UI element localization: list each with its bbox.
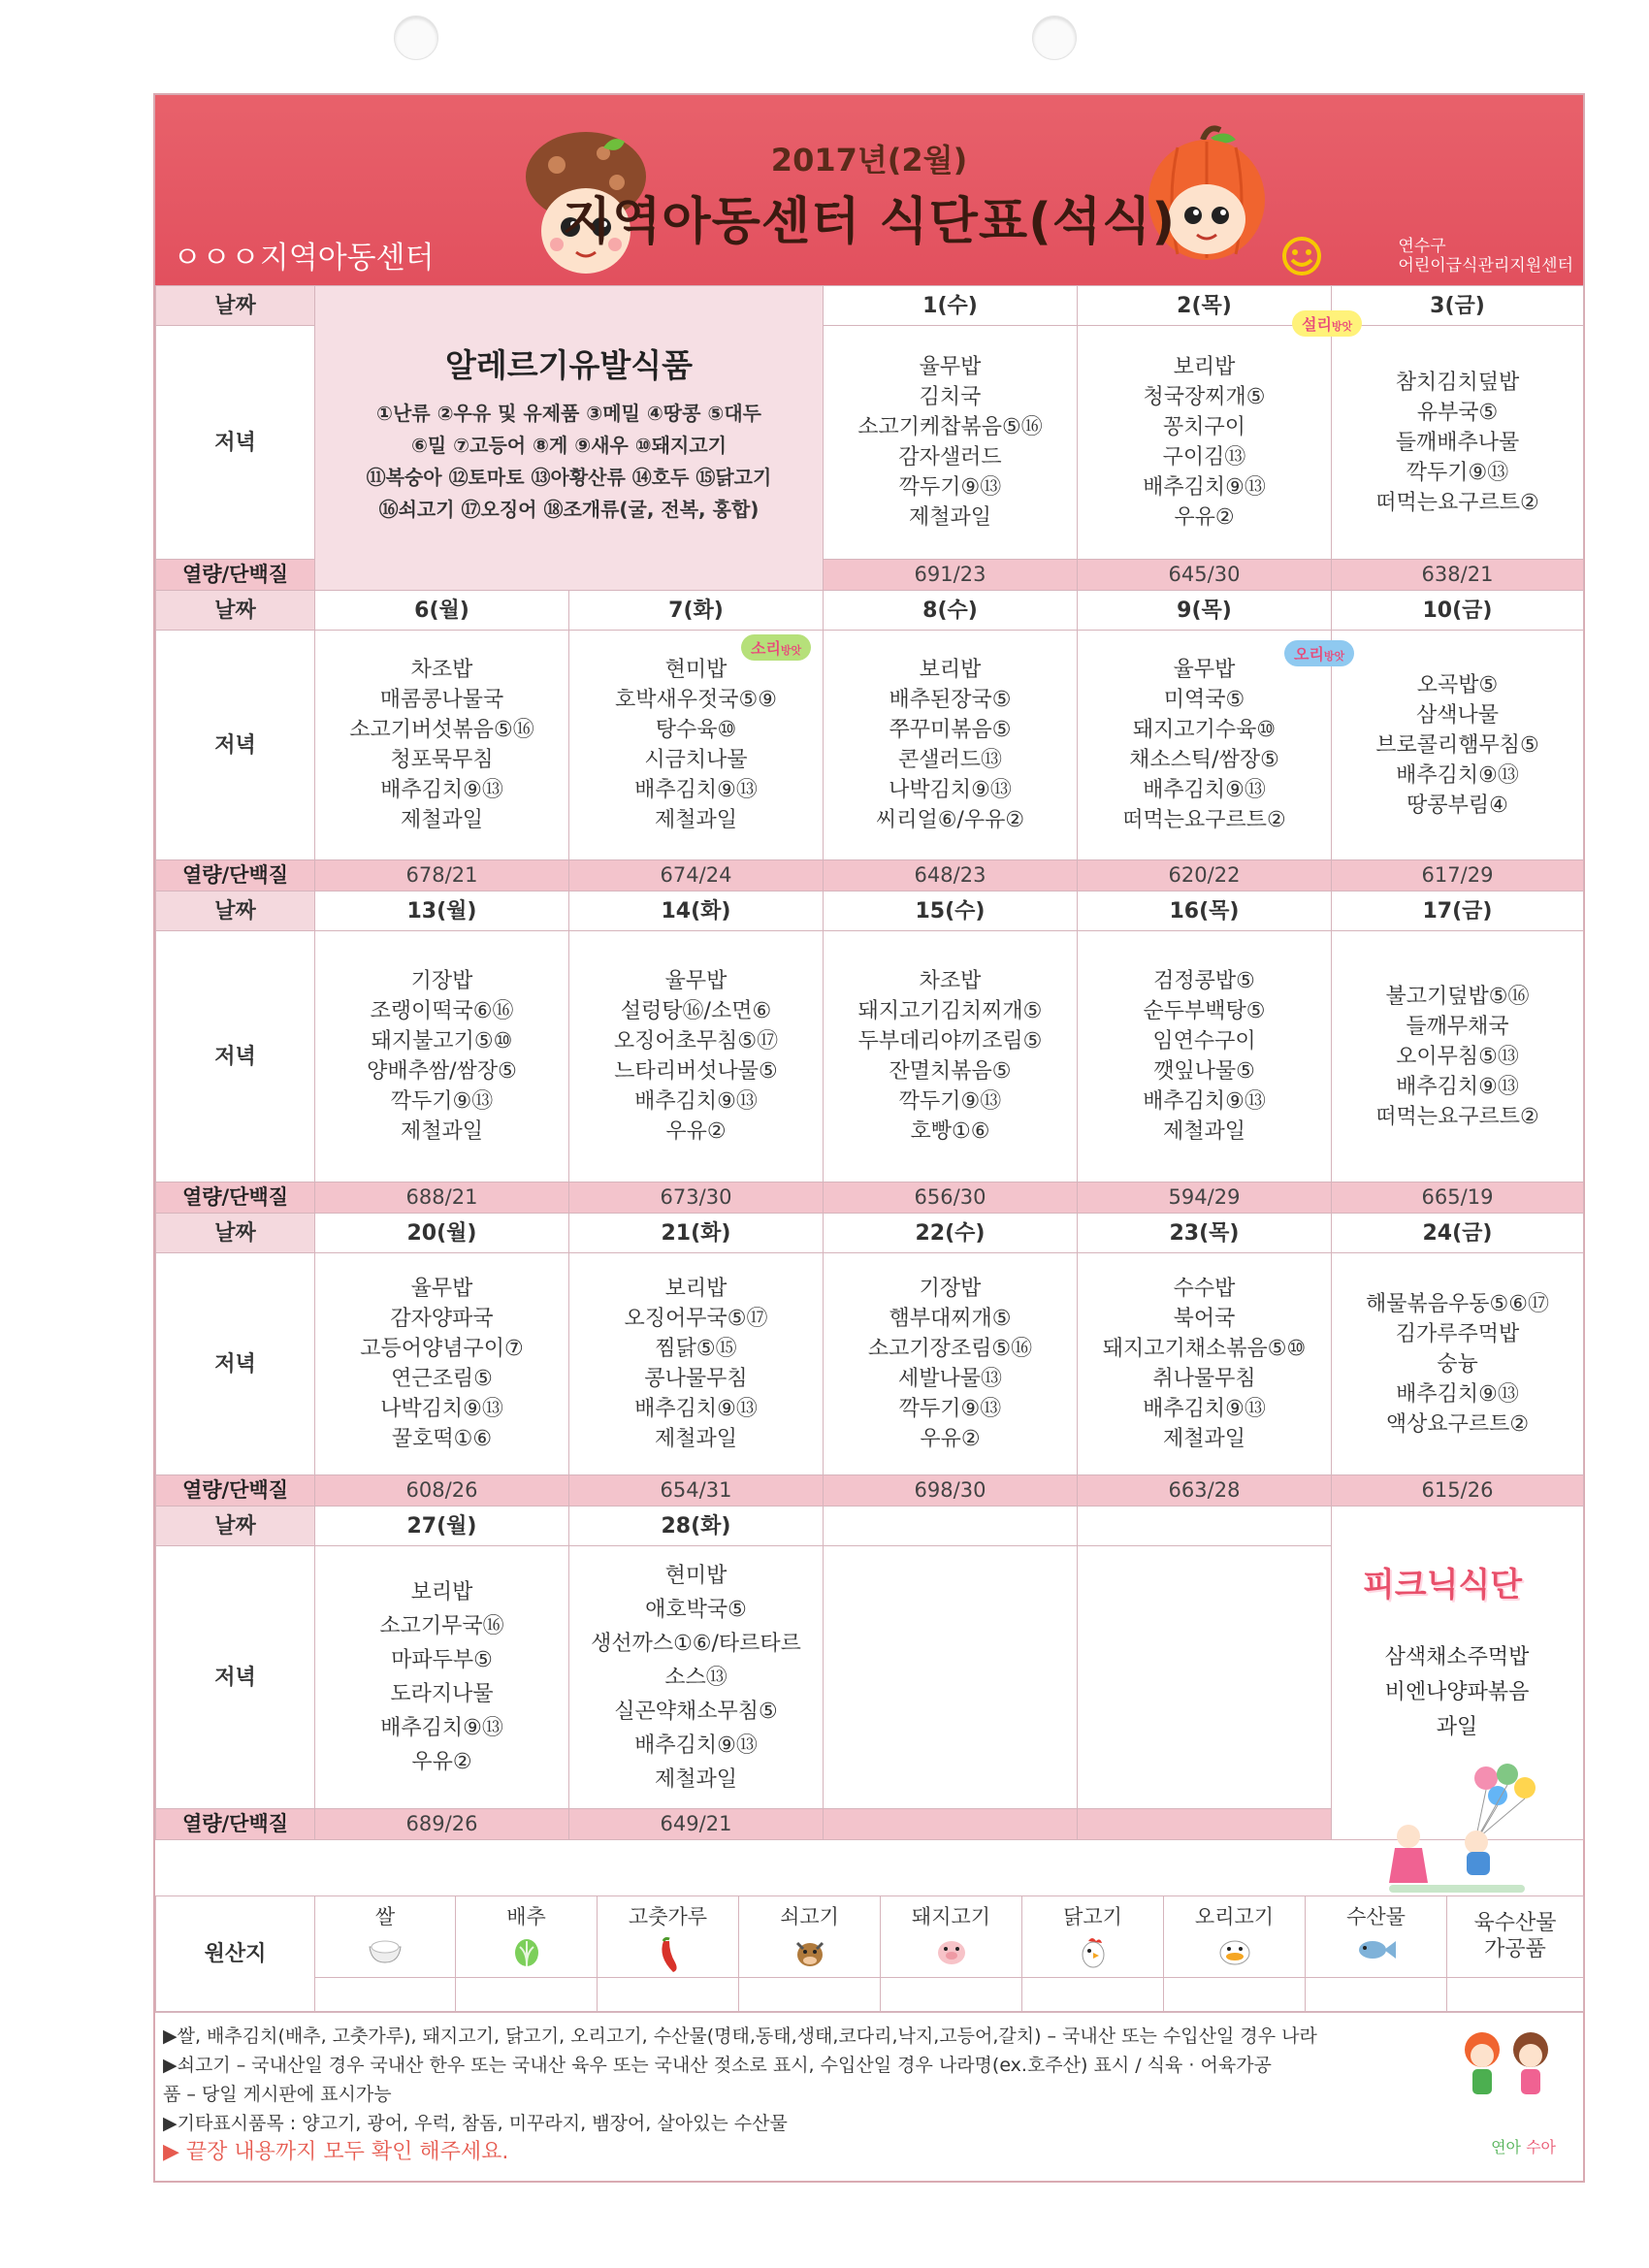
empty-date-cell	[1078, 1507, 1332, 1546]
header-banner	[155, 95, 1583, 285]
dish: 깍두기⑨⑬	[1406, 460, 1509, 485]
dish: 깍두기⑨⑬	[898, 1397, 1002, 1421]
dish: 매콤콩나물국	[379, 688, 504, 712]
calorie-label: 열량/단백질	[156, 1809, 315, 1840]
dish: 미역국⑤	[1163, 688, 1245, 712]
date-row	[156, 1507, 1584, 1546]
seolli-badge	[1292, 310, 1362, 337]
menu-row	[156, 631, 1584, 860]
mascot-left-name: 연아	[1491, 2138, 1521, 2156]
dish: 실곤약채소무침⑤	[614, 1699, 778, 1724]
pig-icon	[933, 1935, 970, 1966]
calorie-cell-empty	[1078, 1809, 1332, 1840]
menu-row	[156, 1253, 1584, 1475]
origin-row	[156, 1896, 1584, 1978]
dish: 율무밥	[1173, 658, 1236, 682]
empty-menu-cell	[824, 1546, 1078, 1809]
dish: 도라지나물	[390, 1682, 494, 1706]
dish: 오곡밥⑤	[1416, 672, 1499, 697]
badge-label: 설리	[1302, 315, 1332, 334]
dish: 떠먹는요구르트②	[1375, 490, 1539, 515]
menu-row	[156, 931, 1584, 1183]
org-line1: 연수구	[1398, 237, 1446, 256]
org-name	[1398, 237, 1573, 275]
dish: 들깨배추나물	[1395, 430, 1520, 455]
balloon-kids-icon	[1370, 1759, 1544, 1904]
date-cell: 28(화)	[569, 1507, 824, 1546]
org-line2: 어린이급식관리지원센터	[1398, 256, 1573, 275]
dinner-label: 저녁	[156, 631, 315, 860]
dish: 우유②	[1174, 505, 1235, 530]
allergy-title: 알레르기유발식품	[444, 346, 694, 384]
dish: 감자양파국	[390, 1307, 494, 1331]
note-line: ▶쇠고기 – 국내산일 경우 국내산 한우 또는 국내산 육우 또는 국내산 젖소로 표시, 수입산일 경우 나라명(ex.호주산) 표시 / 식육 · 어육가공	[163, 2055, 1272, 2076]
dish: 차조밥	[410, 658, 473, 682]
dish: 북어국	[1173, 1307, 1236, 1331]
dish: 들깨무채국	[1406, 1014, 1509, 1039]
dish: 보리밥	[664, 1277, 728, 1301]
menu-cell	[824, 631, 1078, 860]
dinner-label: 저녁	[156, 1546, 315, 1809]
date-label: 날짜	[156, 1507, 315, 1546]
calorie-cell: 654/31	[569, 1475, 824, 1507]
sori-badge	[741, 634, 811, 661]
origin-item	[598, 1896, 739, 1978]
origin-value	[598, 1977, 739, 2011]
dish: 쭈꾸미볶음⑤	[889, 718, 1012, 742]
duck-icon	[1215, 1935, 1254, 1966]
dish: 설렁탕⑯/소면⑥	[620, 999, 772, 1023]
dish: 깍두기⑨⑬	[898, 475, 1002, 500]
origin-item-label: 고춧가루	[628, 1905, 708, 1928]
dish: 보리밥	[1173, 355, 1236, 379]
calorie-cell: 665/19	[1332, 1183, 1584, 1214]
origin-value	[881, 1977, 1022, 2011]
dish: 돼지불고기⑤⑩	[371, 1029, 513, 1053]
calorie-cell: 689/26	[315, 1809, 569, 1840]
dish: 유부국⑤	[1416, 400, 1499, 425]
dish: 꿀호떡①⑥	[391, 1427, 493, 1451]
calorie-cell: 648/23	[824, 860, 1078, 891]
origin-item	[1164, 1896, 1306, 1978]
calorie-label: 열량/단백질	[156, 1183, 315, 1214]
dish: 돼지고기수육⑩	[1132, 718, 1277, 742]
date-row	[156, 1214, 1584, 1253]
dish: 율무밥	[410, 1277, 473, 1301]
date-cell: 22(수)	[824, 1214, 1078, 1253]
allergy-line: ⑥밀 ⑦고등어 ⑧게 ⑨새우 ⑩돼지고기	[410, 434, 728, 457]
dish: 콘샐러드⑬	[897, 748, 1002, 772]
menu-cell	[569, 631, 824, 860]
menu-cell	[315, 931, 569, 1183]
menu-cell	[315, 631, 569, 860]
menu-cell	[1078, 931, 1332, 1183]
binder-hole-right	[1032, 16, 1077, 60]
menu-cell	[1078, 1253, 1332, 1475]
date-label: 날짜	[156, 591, 315, 631]
calorie-cell: 594/29	[1078, 1183, 1332, 1214]
smile-logo-icon	[1280, 237, 1323, 275]
dish: 제철과일	[1162, 1119, 1245, 1144]
origin-value	[1022, 1977, 1164, 2011]
origin-value-row	[156, 1977, 1584, 2011]
dish: 삼색채소주먹밥	[1384, 1645, 1530, 1669]
origin-item	[881, 1896, 1022, 1978]
dish: 배추김치⑨⑬	[380, 778, 503, 802]
dish: 구이김⑬	[1162, 445, 1246, 470]
fish-icon	[1355, 1935, 1398, 1964]
dish: 소고기장조림⑤⑯	[867, 1337, 1033, 1361]
dish: 제철과일	[400, 808, 483, 832]
date-cell: 10(금)	[1332, 591, 1584, 631]
note-warning: ▶ 끝장 내용까지 모두 확인 해주세요.	[163, 2140, 509, 2164]
dish: 깍두기⑨⑬	[390, 1089, 494, 1114]
origin-table	[155, 1895, 1584, 2012]
dish: 청포묵무침	[390, 748, 494, 772]
dish: 기장밥	[919, 1277, 982, 1301]
dish: 채소스틱/쌈장⑤	[1129, 748, 1279, 772]
origin-item	[1022, 1896, 1164, 1978]
dish: 제철과일	[1162, 1427, 1245, 1451]
dish: 순두부백탕⑤	[1143, 999, 1266, 1023]
dish: 씨리얼⑥/우유②	[875, 808, 1025, 832]
dish: 제철과일	[654, 1766, 737, 1792]
origin-value	[739, 1977, 881, 2011]
dish: 배추김치⑨⑬	[634, 1733, 758, 1758]
dish: 율무밥	[664, 969, 728, 993]
dish: 조랭이떡국⑥⑯	[370, 999, 514, 1023]
menu-cell	[1332, 631, 1584, 860]
date-label: 날짜	[156, 891, 315, 931]
date-cell: 23(목)	[1078, 1214, 1332, 1253]
date-cell: 2(목)	[1078, 286, 1332, 326]
calorie-cell: 688/21	[315, 1183, 569, 1214]
dish: 우유②	[920, 1427, 981, 1451]
ori-badge	[1284, 640, 1354, 666]
calorie-cell: 691/23	[824, 560, 1078, 591]
origin-item	[1306, 1896, 1447, 1978]
dish: 배추김치⑨⑬	[1396, 1074, 1519, 1099]
date-cell: 20(월)	[315, 1214, 569, 1253]
date-cell: 27(월)	[315, 1507, 569, 1546]
dish: 수수밥	[1173, 1277, 1236, 1301]
allergy-line: ⑯쇠고기 ⑰오징어 ⑱조개류(굴, 전복, 홍합)	[378, 498, 760, 521]
dish: 고등어양념구이⑦	[360, 1337, 524, 1361]
dish: 세발나물⑬	[897, 1367, 1002, 1391]
date-label: 날짜	[156, 1214, 315, 1253]
picnic-menu	[1331, 1558, 1583, 1904]
date-cell: 6(월)	[315, 591, 569, 631]
dish: 배추김치⑨⑬	[634, 1089, 758, 1114]
origin-item-label: 쌀	[374, 1905, 396, 1928]
empty-date-cell	[824, 1507, 1078, 1546]
dish: 숭늉	[1437, 1351, 1478, 1377]
dish: 취나물무침	[1152, 1367, 1256, 1391]
calorie-cell: 678/21	[315, 860, 569, 891]
rice-bowl-icon	[366, 1935, 404, 1964]
dish: 현미밥	[664, 658, 728, 682]
calorie-label: 열량/단백질	[156, 560, 315, 591]
date-cell: 9(목)	[1078, 591, 1332, 631]
menu-cell	[1332, 1253, 1584, 1475]
calorie-cell: 620/22	[1078, 860, 1332, 891]
origin-item	[1447, 1896, 1584, 1978]
dish: 제철과일	[400, 1119, 483, 1144]
dish: 호빵①⑥	[910, 1119, 990, 1144]
calorie-row	[156, 860, 1584, 891]
date-row	[156, 286, 1584, 326]
origin-value	[1447, 1977, 1584, 2011]
dish: 햄부대찌개⑤	[889, 1307, 1012, 1331]
dish: 보리밥	[919, 658, 982, 682]
origin-value	[1164, 1977, 1306, 2011]
menu-cell	[569, 1546, 824, 1809]
origin-item-label: 닭고기	[1063, 1905, 1122, 1928]
calorie-cell: 617/29	[1332, 860, 1584, 891]
origin-item-label: 배추	[506, 1905, 546, 1928]
dish: 배추김치⑨⑬	[1143, 475, 1266, 500]
mascot-right-name: 수아	[1526, 2138, 1556, 2156]
dish: 현미밥	[664, 1563, 728, 1588]
dish: 땅콩부림④	[1406, 793, 1508, 818]
dish: 배추김치⑨⑬	[634, 778, 758, 802]
dinner-label: 저녁	[156, 1253, 315, 1475]
date-cell: 16(목)	[1078, 891, 1332, 931]
calorie-cell-empty	[824, 1809, 1078, 1840]
dish: 브로콜리햄무침⑤	[1375, 732, 1539, 758]
dish: 나박김치⑨⑬	[380, 1397, 503, 1421]
dish: 소고기무국⑯	[379, 1614, 504, 1638]
origin-item-label: 쇠고기	[780, 1905, 839, 1928]
origin-item-label: 육수산물 가공품	[1473, 1911, 1557, 1962]
menu-cell	[315, 1253, 569, 1475]
dish: 연근조림⑤	[391, 1367, 493, 1391]
date-cell: 8(수)	[824, 591, 1078, 631]
cow-icon	[792, 1935, 828, 1968]
dish: 청국장찌개⑤	[1143, 385, 1266, 409]
dish: 보리밥	[410, 1580, 473, 1604]
badge-suffix: 방앗	[1331, 320, 1353, 333]
origin-item	[739, 1896, 881, 1978]
year-month: 2017년(2월)	[770, 142, 968, 178]
dish: 배추김치⑨⑬	[1396, 762, 1519, 788]
dish: 임연수구이	[1152, 1029, 1256, 1053]
allergy-box	[315, 286, 824, 591]
picnic-items	[1331, 1640, 1583, 1745]
notes-section	[155, 2012, 1583, 2182]
cabbage-icon	[510, 1935, 543, 1968]
binder-hole-left	[394, 16, 438, 60]
dish: 김치국	[919, 385, 982, 409]
date-cell: 13(월)	[315, 891, 569, 931]
dish: 배추김치⑨⑬	[380, 1716, 503, 1740]
calorie-label: 열량/단백질	[156, 1475, 315, 1507]
center-name: ㅇㅇㅇ지역아동센터	[173, 241, 435, 275]
dish: 불고기덮밥⑤⑯	[1385, 984, 1530, 1009]
calorie-label: 열량/단백질	[156, 860, 315, 891]
dish: 검정콩밥⑤	[1153, 969, 1255, 993]
date-cell: 7(화)	[569, 591, 824, 631]
date-row	[156, 891, 1584, 931]
calorie-cell: 645/30	[1078, 560, 1332, 591]
origin-label: 원산지	[156, 1896, 315, 2012]
dinner-label: 저녁	[156, 931, 315, 1183]
dish: 제철과일	[654, 808, 737, 832]
mascot-names	[1491, 2135, 1556, 2157]
badge-suffix: 방앗	[780, 644, 802, 657]
dish: 잔멸치볶음⑤	[889, 1059, 1012, 1084]
menu-cell	[824, 1253, 1078, 1475]
origin-item-label: 수산물	[1346, 1905, 1406, 1928]
calorie-row	[156, 1183, 1584, 1214]
origin-item	[315, 1896, 456, 1978]
calorie-row	[156, 1475, 1584, 1507]
chicken-icon	[1077, 1935, 1110, 1970]
calorie-cell: 638/21	[1332, 560, 1584, 591]
note-line: ▶쌀, 배추김치(배추, 고춧가루), 돼지고기, 닭고기, 오리고기, 수산물(명태,동태,생태,코다리,낙지,고등어,갈치) – 국내산 또는 수입산일 경우 나라	[163, 2025, 1317, 2047]
dish: 소스⑬	[664, 1665, 728, 1690]
dish: 기장밥	[410, 969, 473, 993]
empty-menu-cell	[1078, 1546, 1332, 1809]
allergy-line: ①난류 ②우유 및 유제품 ③메밀 ④땅콩 ⑤대두	[376, 402, 761, 425]
menu-sheet	[153, 93, 1585, 2183]
dish: 배추된장국⑤	[889, 688, 1012, 712]
date-cell: 3(금)	[1332, 286, 1584, 326]
menu-cell	[1332, 931, 1584, 1183]
origin-item-label: 오리고기	[1194, 1905, 1275, 1928]
dish: 애호박국⑤	[645, 1597, 747, 1622]
dish: 비엔나양파볶음	[1384, 1680, 1530, 1704]
origin-item-label: 돼지고기	[911, 1905, 991, 1928]
dish: 오징어무국⑤⑰	[624, 1307, 768, 1331]
dish: 제철과일	[654, 1427, 737, 1451]
menu-cell	[824, 931, 1078, 1183]
date-cell: 24(금)	[1332, 1214, 1584, 1253]
dish: 배추김치⑨⑬	[634, 1397, 758, 1421]
date-label: 날짜	[156, 286, 315, 326]
badge-label: 소리	[751, 639, 781, 658]
date-cell: 1(수)	[824, 286, 1078, 326]
chili-pepper-icon	[652, 1935, 685, 1974]
dish: 우유②	[411, 1750, 472, 1774]
dish: 액상요구르트②	[1385, 1411, 1530, 1437]
picnic-title: 피크닉식단	[1362, 1566, 1523, 1604]
dish: 두부데리야끼조림⑤	[857, 1029, 1043, 1053]
dish: 오이무침⑤⑬	[1396, 1044, 1519, 1069]
dish: 떠먹는요구르트②	[1122, 808, 1286, 832]
calorie-cell: 649/21	[569, 1809, 824, 1840]
dish: 제철과일	[908, 505, 991, 530]
dish: 떠먹는요구르트②	[1375, 1104, 1539, 1129]
dish: 배추김치⑨⑬	[1143, 1089, 1266, 1114]
dish: 감자샐러드	[898, 445, 1002, 470]
dish: 콩나물무침	[644, 1367, 748, 1391]
dish: 오징어초무침⑤⑰	[613, 1029, 779, 1053]
dish: 삼색나물	[1415, 702, 1499, 728]
dish: 양배추쌈/쌈장⑤	[367, 1059, 517, 1084]
dish: 느타리버섯나물⑤	[614, 1059, 778, 1084]
calorie-cell: 656/30	[824, 1183, 1078, 1214]
mascot-kids-icon	[1449, 2021, 1566, 2137]
date-cell: 15(수)	[824, 891, 1078, 931]
dish: 돼지고기채소볶음⑤⑩	[1102, 1337, 1307, 1361]
allergy-line: ⑪복숭아 ⑫토마토 ⑬아황산류 ⑭호두 ⑮닭고기	[366, 466, 772, 489]
dish: 깻잎나물⑤	[1153, 1059, 1255, 1084]
date-cell: 21(화)	[569, 1214, 824, 1253]
dish: 소고기버섯볶음⑤⑯	[349, 718, 534, 742]
origin-value	[315, 1977, 456, 2011]
dish: 율무밥	[919, 355, 982, 379]
dish: 배추김치⑨⑬	[1143, 778, 1266, 802]
dish: 탕수육⑩	[655, 718, 737, 742]
dinner-label: 저녁	[156, 326, 315, 560]
dish: 해물볶음우동⑤⑥⑰	[1366, 1291, 1549, 1316]
badge-suffix: 방앗	[1323, 650, 1345, 663]
dish: 찜닭⑤⑮	[655, 1337, 737, 1361]
menu-cell	[569, 1253, 824, 1475]
menu-cell	[315, 1546, 569, 1809]
dish: 돼지고기김치찌개⑤	[857, 999, 1043, 1023]
badge-label: 오리	[1294, 645, 1324, 664]
origin-value	[1306, 1977, 1447, 2011]
dish: 김가루주먹밥	[1395, 1321, 1520, 1346]
dish: 나박김치⑨⑬	[889, 778, 1012, 802]
dish: 참치김치덮밥	[1395, 370, 1520, 395]
origin-value	[456, 1977, 598, 2011]
menu-cell	[569, 931, 824, 1183]
date-cell: 14(화)	[569, 891, 824, 931]
dish: 시금치나물	[644, 748, 748, 772]
note-line: 품 – 당일 게시판에 표시가능	[163, 2084, 392, 2105]
date-cell: 17(금)	[1332, 891, 1584, 931]
calorie-cell: 673/30	[569, 1183, 824, 1214]
dish: 마파두부⑤	[391, 1648, 493, 1672]
menu-cell	[1332, 326, 1584, 560]
dish: 생선까스①⑥/타르타르	[591, 1631, 801, 1656]
dish: 우유②	[665, 1119, 727, 1144]
dish: 배추김치⑨⑬	[1396, 1381, 1519, 1407]
calorie-cell: 615/26	[1332, 1475, 1584, 1507]
dish: 차조밥	[919, 969, 982, 993]
dish: 꽁치구이	[1162, 415, 1245, 439]
dish: 배추김치⑨⑬	[1143, 1397, 1266, 1421]
calorie-cell: 663/28	[1078, 1475, 1332, 1507]
menu-cell	[1078, 326, 1332, 560]
date-row	[156, 591, 1584, 631]
calorie-cell: 674/24	[569, 860, 824, 891]
note-line: ▶기타표시품목 : 양고기, 광어, 우럭, 참돔, 미꾸라지, 뱀장어, 살아있는 수산물	[163, 2113, 788, 2134]
calorie-cell: 698/30	[824, 1475, 1078, 1507]
page-title: 지역아동센터 식단표(석식)	[562, 193, 1177, 251]
dish: 호박새우젓국⑤⑨	[615, 688, 777, 712]
dish: 깍두기⑨⑬	[898, 1089, 1002, 1114]
calorie-cell: 608/26	[315, 1475, 569, 1507]
origin-item	[456, 1896, 598, 1978]
dish: 과일	[1436, 1715, 1478, 1739]
dish: 소고기케찹볶음⑤⑯	[857, 415, 1043, 439]
menu-cell	[824, 326, 1078, 560]
